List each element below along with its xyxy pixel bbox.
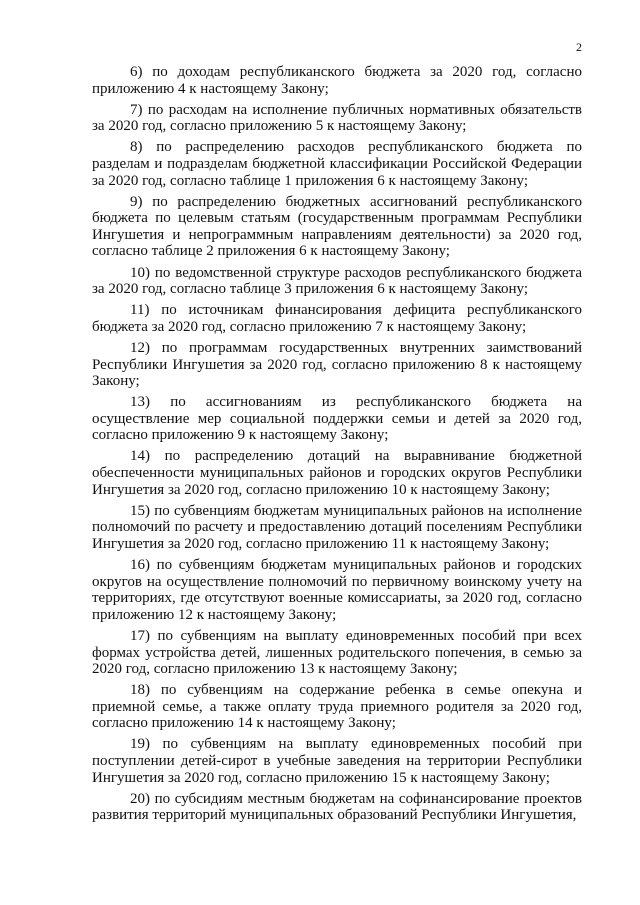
list-item: 12) по программам государственных внутренних заимствований Республики Ингушетия за 2020 год, согласно приложению 8 к настоящему Закону; — [92, 339, 582, 390]
list-item: 9) по распределению бюджетных ассигнований республиканского бюджета по целевым статьям (государственным программам Республики Ингушетия и непрограммным направлениям деятельности) за 2020 год, согласно таблице 2 приложения 6 к настоящему Закону; — [92, 193, 582, 260]
document-body — [92, 64, 582, 828]
list-item: 14) по распределению дотаций на выравнивание бюджетной обеспеченности муниципальных районов и городских округов Республики Ингушетия за 2020 год, согласно приложению 10 к настоящему Закону; — [92, 448, 582, 498]
list-item: 16) по субвенциям бюджетам муниципальных районов и городских округов на осуществление полномочий по первичному воинскому учету на территориях, где отсутствуют военные комиссариаты, за 2020 год, согласно приложению 12 к настоящему Закону; — [92, 557, 582, 623]
list-item: 15) по субвенциям бюджетам муниципальных районов на исполнение полномочий по расчету и предоставлению дотаций поселениям Республики Ингушетия за 2020 год, согласно приложению 11 к настоящему Закону; — [92, 502, 582, 552]
list-item: 8) по распределению расходов республиканского бюджета по разделам и подразделам бюджетной классификации Российской Федерации за 2020 год, согласно таблице 1 приложения 6 к настоящему Закону; — [92, 139, 582, 189]
list-item: 6) по доходам республиканского бюджета за 2020 год, согласно приложению 4 к настоящему Закону; — [92, 64, 582, 97]
list-item: 17) по субвенциям на выплату единовременных пособий при всех формах устройства детей, лишенных родительского попечения, в семью за 2020 год, согласно приложению 13 к настоящему Закону; — [92, 627, 582, 678]
list-item: 10) по ведомственной структуре расходов республиканского бюджета за 2020 год, согласно таблице 3 приложения 6 к настоящему Закону; — [92, 264, 582, 298]
list-item: 11) по источникам финансирования дефицита республиканского бюджета за 2020 год, согласно приложению 7 к настоящему Закону; — [92, 302, 582, 335]
list-item: 18) по субвенциям на содержание ребенка в семье опекуна и приемной семье, а также оплату труда приемного родителя за 2020 год, согласно приложению 14 к настоящему Закону; — [92, 682, 582, 732]
page-number: 2 — [576, 40, 582, 54]
list-item: 7) по расходам на исполнение публичных нормативных обязательств за 2020 год, согласно приложению 5 к настоящему Закону; — [92, 101, 582, 135]
list-item: 13) по ассигнованиям из республиканского бюджета на осуществление мер социальной поддержки семьи и детей за 2020 год, согласно приложению 9 к настоящему Закону; — [92, 394, 582, 444]
list-item: 19) по субвенциям на выплату единовременных пособий при поступлении детей-сирот в учебные заведения на территории Республики Ингушетия за 2020 год, согласно приложению 15 к настоящему Закону; — [92, 736, 582, 786]
list-item: 20) по субсидиям местным бюджетам на софинансирование проектов развития территорий муниципальных образований Республики Ингушетия, — [92, 790, 582, 824]
